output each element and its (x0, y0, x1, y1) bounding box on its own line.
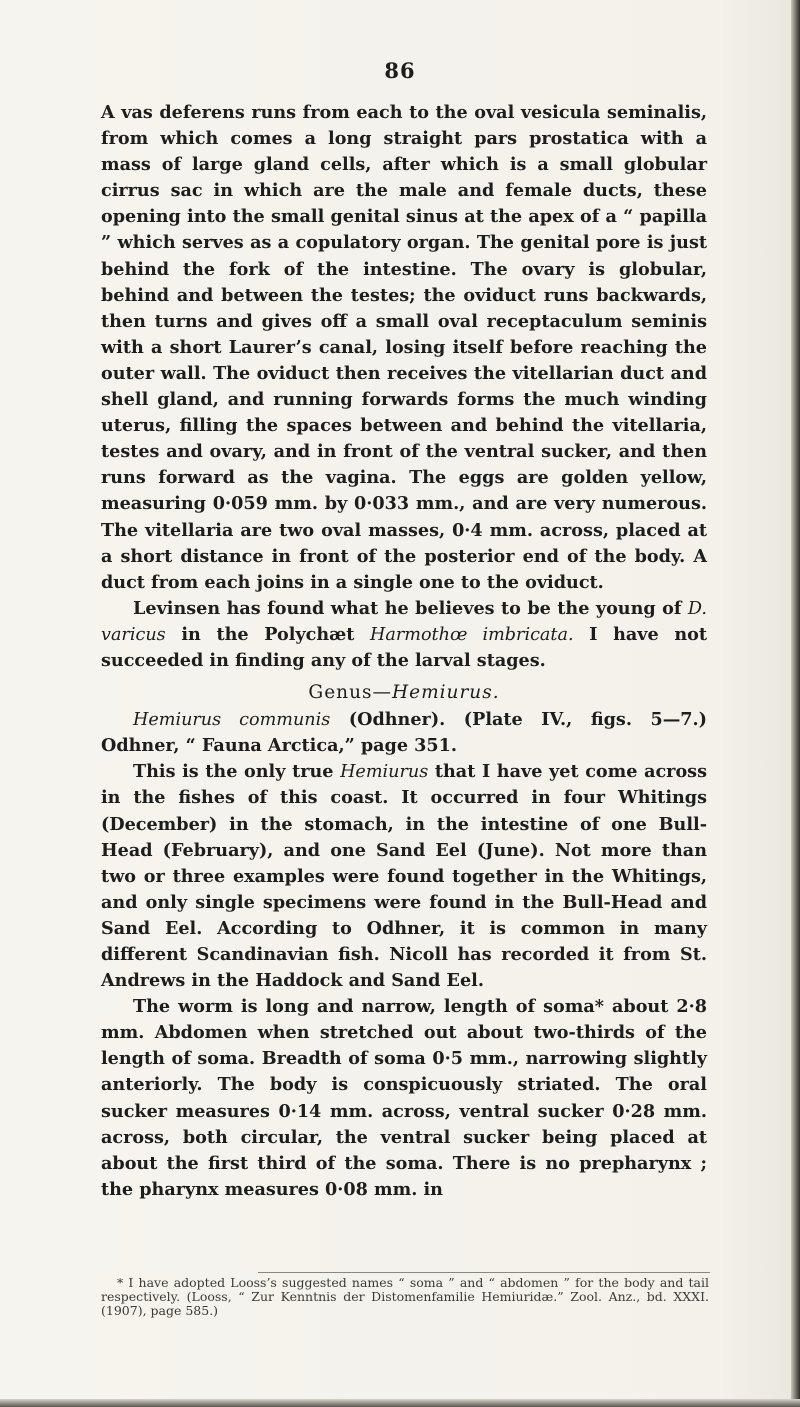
paragraph-occurrence (101, 759, 707, 994)
page-edge-shadow (791, 0, 800, 1407)
genus-heading (101, 680, 707, 706)
species-hemiurus-communis: Hemiurus communis (133, 710, 331, 731)
genus-heading-prefix: Genus— (308, 682, 392, 704)
footnote (101, 1276, 709, 1318)
footnote-rule (258, 1272, 710, 1273)
species-d-varicus: D. varicus (101, 598, 707, 645)
species-citation (101, 707, 707, 759)
species-harmothoe: Harmothœ imbricata. (370, 624, 574, 645)
paragraph-reproductive-system: A vas deferens runs from each to the oval vesicula seminalis, from which comes a long straight pars prostatica with a mass of large gland cells, after which is a small globular cirrus sac in which are the male and female ducts, these opening into the small genital sinus at the apex of a “ papilla ” which serves as a copulatory organ. The genital pore is just behind the fork of the intestine. The ovary is globular, behind and between the testes; the oviduct runs backwards, then turns and gives off a small oval receptaculum seminis with a short Laurer’s canal, losing itself before reaching the outer wall. The oviduct then receives the vitellarian duct and shell gland, and running forwards forms the much winding uterus, filling the spaces between and behind the vitellaria, testes and ovary, and in front of the ventral sucker, and then runs forward as the vagina. The eggs are golden yellow, measuring 0·059 mm. by 0·033 mm., and are very numerous. The vitellaria are two oval masses, 0·4 mm. across, placed at a short distance in front of the posterior end of the body. A duct from each joins in a single one to the oviduct. (101, 102, 707, 593)
body-text (101, 100, 707, 1203)
paragraph-occurrence-text-1: This is the only true (133, 761, 341, 783)
genus-hemiurus: Hemiurus (340, 762, 429, 783)
genus-heading-name: Hemiurus. (391, 682, 500, 704)
species-citation-text: (Odhner). (Plate IV., figs. 5—7.) Odhner, “ Fauna Arctica,” page 351. (101, 709, 707, 757)
paragraph-levinsen-text-1: Levinsen has found what he believes to be the young of (133, 597, 688, 619)
paragraph-occurrence-text-2: that I have yet come across in the fishes of this coast. It occurred in four Whitings (December) in the stomach, in the intestine of one Bull-Head (February), and one Sand Eel (June). Not more than two or three examples were found together in the Whitings, and only single specimens were found in the Bull-Head and Sand Eel. According to Odhner, it is common in many different Scandinavian fish. Nicoll has recorded it from St. Andrews in the Haddock and Sand Eel. (101, 761, 707, 992)
paragraph-description: The worm is long and narrow, length of soma* about 2·8 mm. Abdomen when stretched out about two-thirds of the length of soma. Breadth of soma 0·5 mm., narrowing slightly anteriorly. The body is conspicuously striated. The oral sucker measures 0·14 mm. across, ventral sucker 0·28 mm. across, both circular, the ventral sucker being placed at about the first third of the soma. There is no prepharynx ; the pharynx measures 0·08 mm. in (101, 996, 707, 1200)
paragraph-levinsen (101, 596, 707, 674)
page-number: 86 (384, 58, 416, 83)
paragraph-levinsen-text-3: I have not succeeded in finding any of the larval stages. (101, 623, 707, 671)
paragraph-levinsen-text-2: in the Polychæt (165, 623, 371, 645)
page-bottom-shadow (0, 1399, 800, 1407)
footnote-text: * I have adopted Looss’s suggested names “ soma ” and “ abdomen ” for the body and tail respectively. (Looss, “ Zur Kenntnis der Distomenfamilie Hemiuridæ.” Zool. Anz., bd. XXXI. (1907), page 585.) (101, 1275, 709, 1318)
